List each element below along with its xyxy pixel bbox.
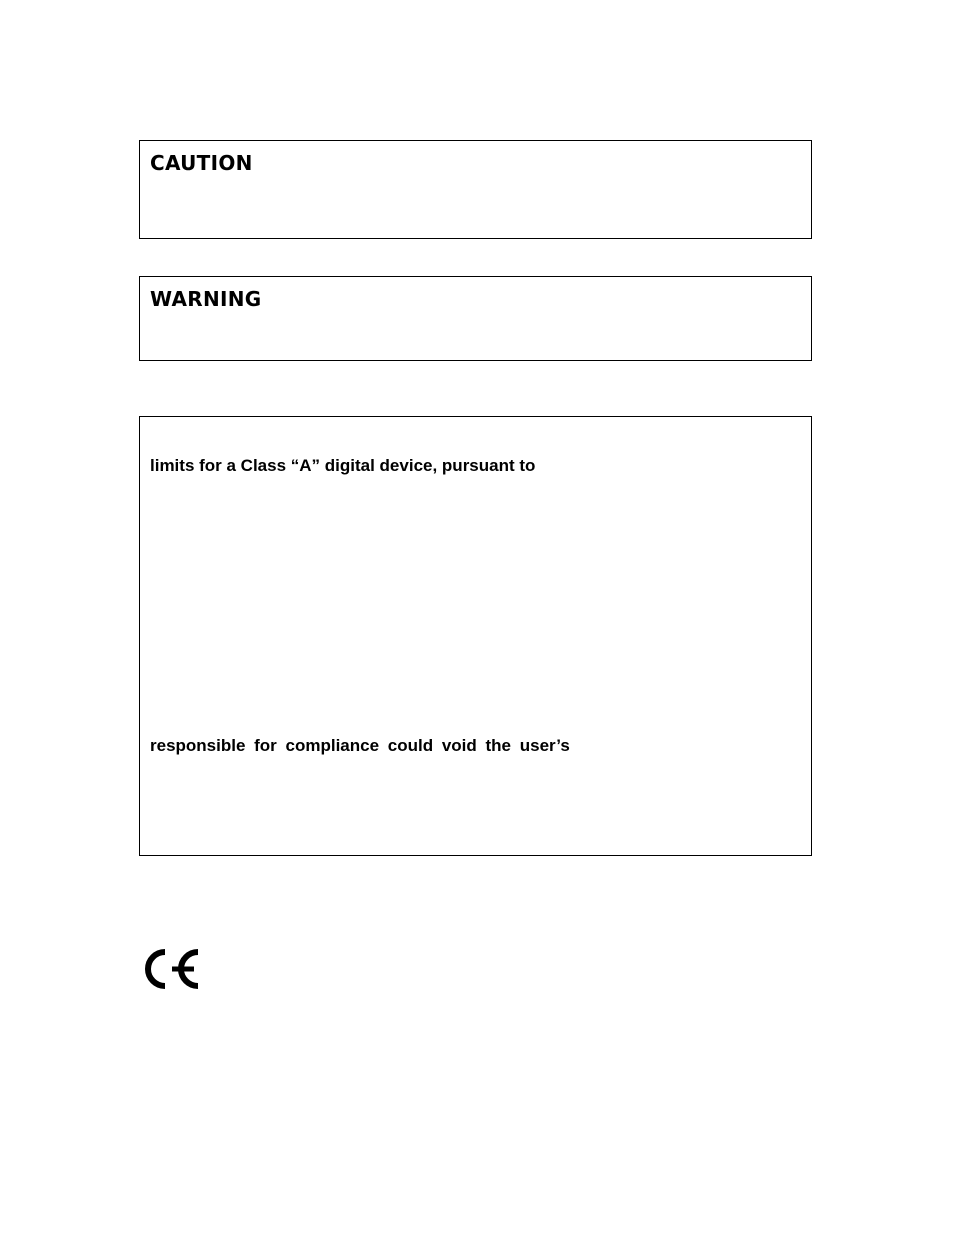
warning-box bbox=[139, 276, 812, 361]
fcc-notice-box bbox=[139, 416, 812, 856]
fcc-notice-line-class-a: limits for a Class “A” digital device, pursuant to bbox=[150, 456, 536, 475]
caution-heading: CAUTION bbox=[150, 151, 253, 175]
fcc-notice-line-compliance: responsible for compliance could void the user’s bbox=[150, 736, 570, 755]
ce-mark-icon bbox=[138, 944, 202, 994]
caution-box bbox=[139, 140, 812, 239]
warning-heading: WARNING bbox=[150, 287, 262, 311]
